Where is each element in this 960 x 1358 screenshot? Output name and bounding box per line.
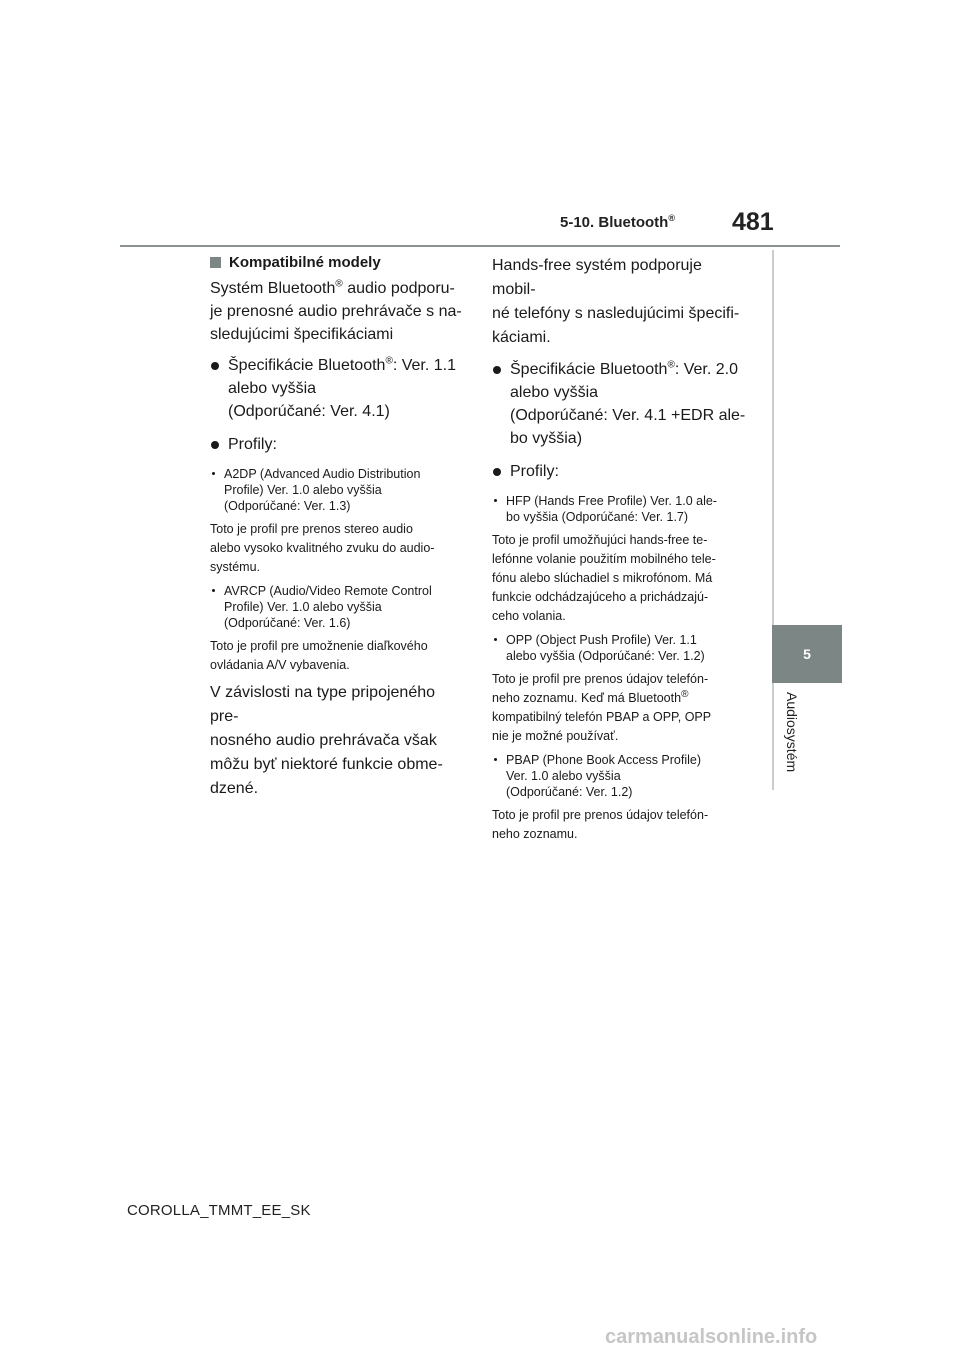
small-bullet-icon — [494, 758, 497, 761]
intro-paragraph: Systém Bluetooth® audio podporu- je prenosné audio prehrávače s na- sledujúcimi špecifikáciami — [210, 278, 462, 343]
right-column — [492, 254, 748, 850]
bullet-dot-icon — [211, 441, 219, 449]
opp-item: OPP (Object Push Profile) Ver. 1.1 alebo vyššia (Odporúčané: Ver. 1.2) — [492, 632, 748, 664]
pbap-item: PBAP (Phone Book Access Profile) Ver. 1.0 alebo vyššia (Odporúčané: Ver. 1.2) — [492, 752, 748, 800]
side-divider — [772, 250, 774, 790]
square-bullet-icon — [210, 257, 221, 268]
left-column — [210, 254, 466, 809]
chapter-label: Audiosystém — [784, 692, 800, 773]
document-code: COROLLA_TMMT_EE_SK — [127, 1202, 311, 1219]
bullet-dot-icon — [493, 468, 501, 476]
avrcp-description: Toto je profil pre umožnenie diaľkového ovládania A/V vybavenia. — [210, 639, 428, 672]
a2dp-description: Toto je profil pre prenos stereo audio alebo vysoko kvalitného zvuku do audio- systému. — [210, 522, 435, 574]
section-heading: Kompatibilné modely — [210, 254, 466, 271]
small-bullet-icon — [212, 589, 215, 592]
a2dp-item: A2DP (Advanced Audio Distribution Profile) Ver. 1.0 alebo vyššia (Odporúčané: Ver. 1.3) — [210, 466, 466, 514]
avrcp-item: AVRCP (Audio/Video Remote Control Profile) Ver. 1.0 alebo vyššia (Odporúčané: Ver. 1.6) — [210, 583, 466, 631]
section-title: 5-10. Bluetooth® — [560, 213, 675, 231]
spec-bullet: Špecifikácie Bluetooth®: Ver. 1.1 alebo vyššia (Odporúčané: Ver. 4.1) — [210, 354, 466, 423]
page-number: 481 — [732, 208, 774, 236]
small-bullet-icon — [494, 499, 497, 502]
header-divider — [120, 245, 840, 247]
profiles-bullet: Profily: — [210, 433, 466, 456]
small-bullet-icon — [494, 638, 497, 641]
opp-description: Toto je profil pre prenos údajov telefón- neho zoznamu. Keď má Bluetooth® kompatibilný telefón PBAP a OPP, OPP nie je možné používať. — [492, 672, 712, 743]
hfp-description: Toto je profil umožňujúci hands-free te- lefónne volanie použitím mobilného tele- fónu alebo slúchadiel s mikrofónom. Má funkcie odchádzajúceho a prichádzajú- ceho volania. — [492, 533, 716, 623]
hfp-item: HFP (Hands Free Profile) Ver. 1.0 ale- bo vyššia (Odporúčané: Ver. 1.7) — [492, 493, 748, 525]
small-bullet-icon — [212, 472, 215, 475]
profiles-bullet: Profily: — [492, 460, 748, 483]
pbap-description: Toto je profil pre prenos údajov telefón- neho zoznamu. — [492, 808, 709, 841]
note-paragraph: V závislosti na type pripojeného pre- nosného audio prehrávača však môžu byť niektoré funkcie obme- dzené. — [210, 684, 443, 797]
chapter-tab: 5 — [772, 625, 842, 683]
spec-bullet: Špecifikácie Bluetooth®: Ver. 2.0 alebo vyššia (Odporúčané: Ver. 4.1 +EDR ale- bo vyššia) — [492, 358, 748, 450]
handsfree-intro: Hands-free systém podporuje mobil- né telefóny s nasledujúcimi špecifi- káciami. — [492, 257, 740, 346]
bullet-dot-icon — [493, 366, 501, 374]
watermark-link[interactable]: carmanualsonline.info — [605, 1326, 818, 1348]
bullet-dot-icon — [211, 362, 219, 370]
